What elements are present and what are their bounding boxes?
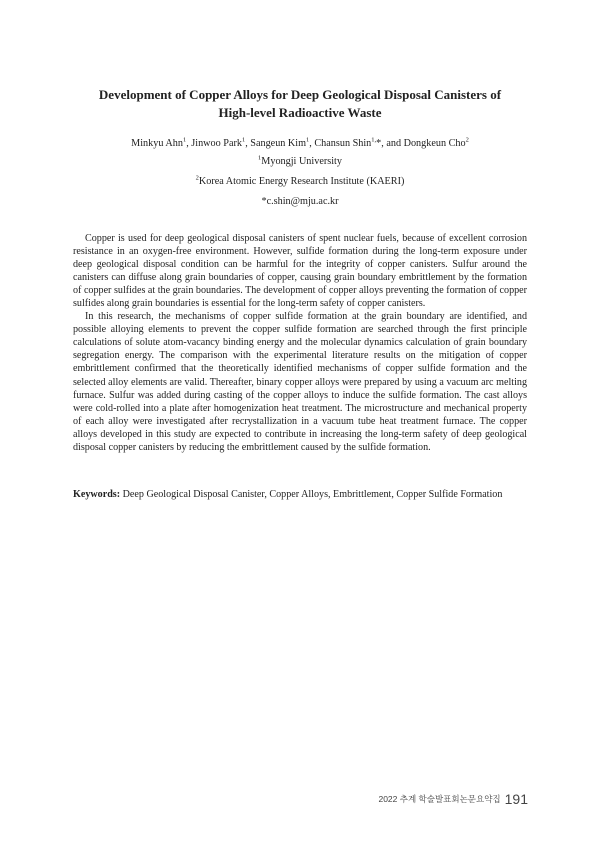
- author-affiliation-mark: 1: [241, 136, 246, 144]
- author-affiliation-mark: 1,: [371, 136, 377, 144]
- paper-title: [60, 86, 540, 122]
- affiliation-2: [40, 175, 560, 189]
- affiliation-mark: 1: [258, 154, 262, 162]
- author-separator: ,: [309, 138, 315, 149]
- author-affiliation-mark: 2: [465, 136, 469, 144]
- author-name: Jinwoo Park: [191, 138, 242, 149]
- author-separator: ,: [186, 138, 192, 149]
- keywords-text: Deep Geological Disposal Canister, Copper Alloys, Embrittlement, Copper Sulfide Formation: [122, 489, 503, 500]
- author-affiliation-mark: 1: [182, 136, 187, 144]
- author-list: [40, 137, 560, 151]
- abstract-paragraph-2: In this research, the mechanisms of copper sulfide formation at the grain boundary are identified, and possible alloying elements to prevent the copper sulfide formation are searched through the first principle calculations of solute atom-vacancy binding energy and the molecular dynamics calculation of grain boundary segregation energy. The comparison with the experimental literature results on the mitigation of copper embrittlement confirmed that the theoretically identified mechanisms of copper sulfide formation and the selected alloy elements are valid. Thereafter, binary copper alloys were prepared by using a vacuum arc melting furnace. Sulfur was added during casting of the copper alloys to induce the sulfide formation. The cast alloys were cold-rolled into a plate after homogenization heat treatment. The microstructure and mechanical property of each alloy were investigated after recrystallization in a vacuum tube heat treatment furnace. The copper alloys developed in this study are expected to contribute in increasing the long-term safety of deep geological disposal copper canisters by reducing the embrittlement caused by the sulfide formation.: [73, 311, 527, 453]
- paper-title-line-1: Development of Copper Alloys for Deep Geological Disposal Canisters of: [98, 87, 502, 102]
- affiliation-name: Myongji University: [261, 156, 342, 167]
- author-separator: ,: [245, 138, 251, 149]
- page-footer: [378, 790, 528, 808]
- author-name: Chansun Shin: [314, 138, 372, 149]
- corresponding-email: *c.shin@mju.ac.kr: [261, 196, 339, 207]
- author-name: Sangeun Kim: [250, 138, 307, 149]
- page-number: 191: [504, 790, 528, 807]
- affiliation-name: Korea Atomic Energy Research Institute (KAERI): [198, 176, 405, 187]
- keywords-section: [73, 488, 527, 501]
- affiliation-1: [40, 155, 560, 169]
- author-name: Dongkeun Cho: [403, 138, 466, 149]
- paper-title-line-2: High-level Radioactive Waste: [218, 105, 382, 120]
- author-separator: *, and: [376, 138, 404, 149]
- abstract-body: [73, 232, 527, 454]
- keywords-label: Keywords:: [73, 489, 121, 500]
- footer-proceedings-title: 2022 추계 학술발표회논문요약집: [378, 793, 501, 804]
- author-name: Minkyu Ahn: [131, 138, 183, 149]
- abstract-paragraph-1: Copper is used for deep geological disposal canisters of spent nuclear fuels, because of excellent corrosion resistance in an oxygen-free environment. However, sulfide formation during the long-term exposure under deep geological disposal condition can be harmful for the integrity of copper canisters. Sulfur around the canisters can diffuse along grain boundaries of copper, causing grain boundary embrittlement by the formation of copper sulfides at the grain boundaries. The development of copper alloys preventing the formation of copper sulfides along grain boundaries is essential for the long-term safety of copper canisters.: [73, 233, 527, 310]
- affiliation-mark: 2: [195, 174, 199, 182]
- author-affiliation-mark: 1: [306, 136, 310, 144]
